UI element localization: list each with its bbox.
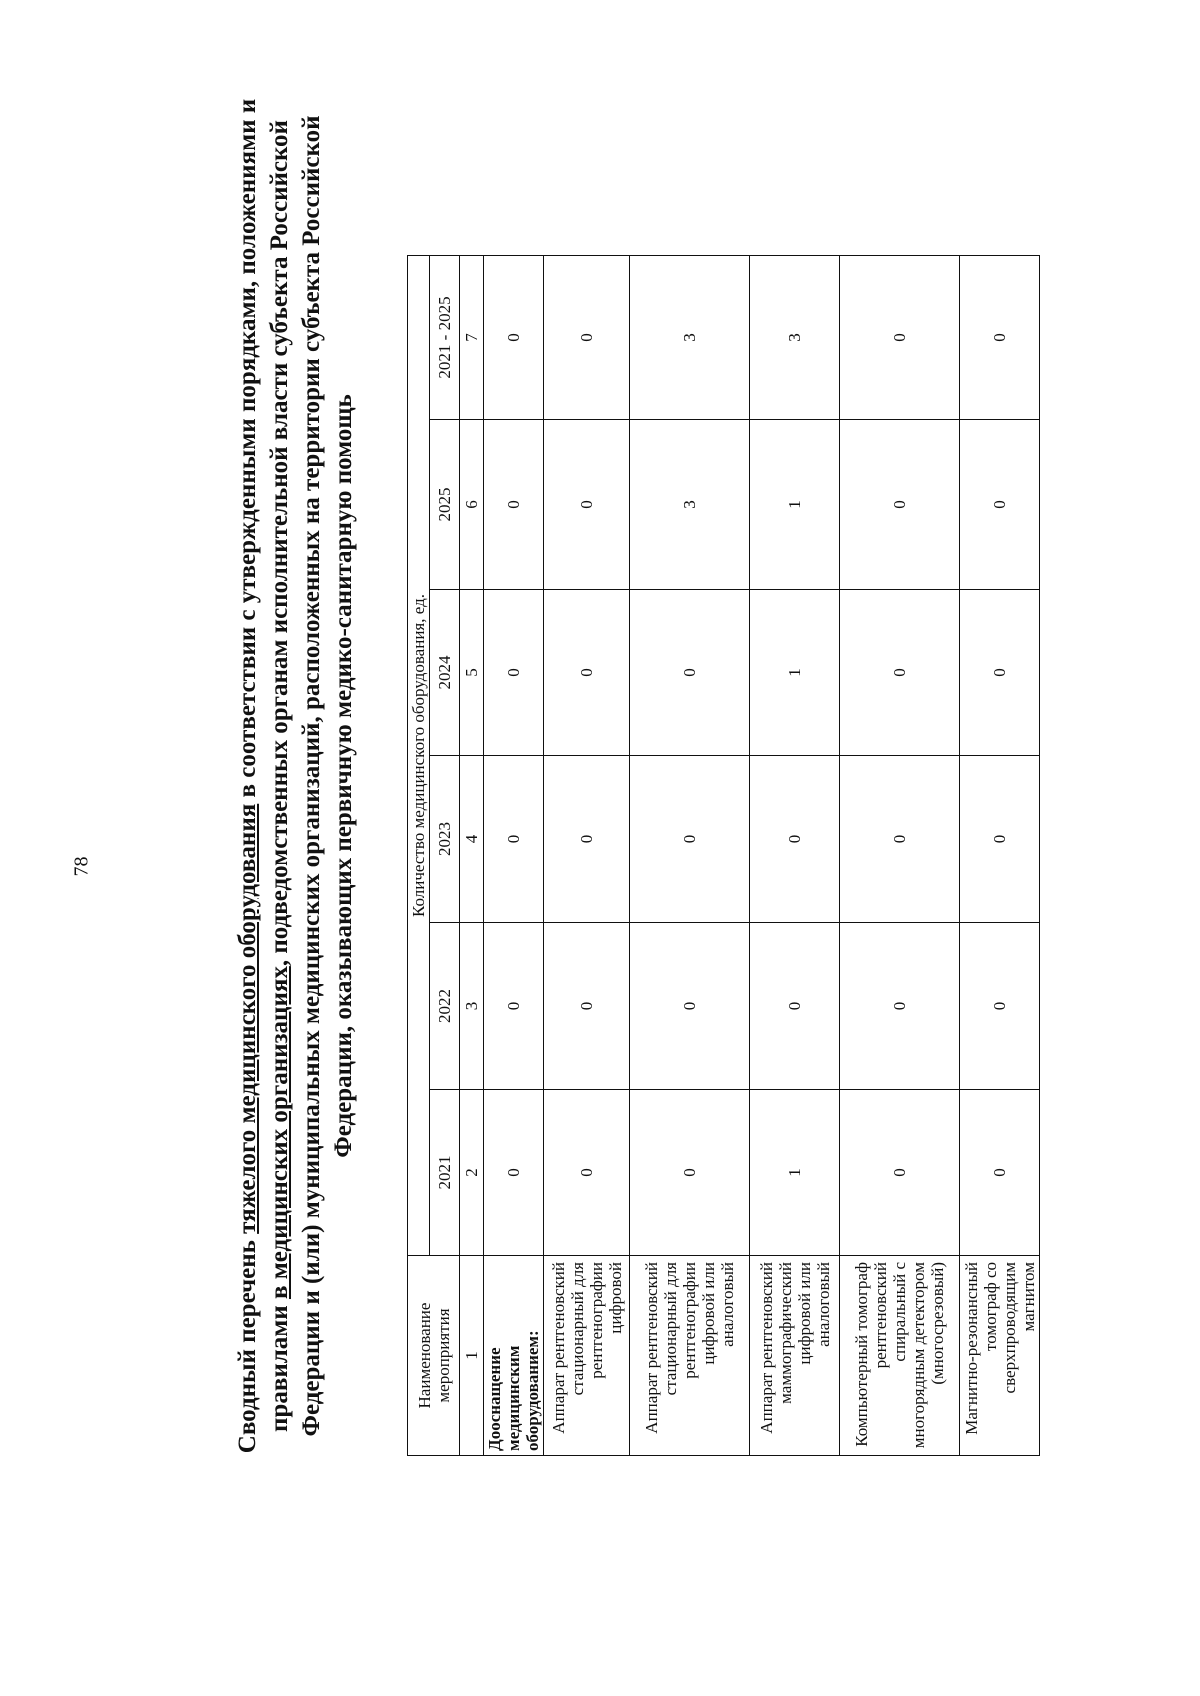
header-quantity-group: Количество медицинского оборудования, ед. <box>408 256 430 1256</box>
row-value: 0 <box>630 923 750 1090</box>
header-name: Наименование мероприятия <box>408 1256 460 1456</box>
equipment-table <box>407 255 1040 1456</box>
row-name: Магнитно-резонансный томограф со сверхпроводящим магнитом <box>960 1256 1040 1456</box>
title-part1: Сводный перечень <box>234 1233 261 1454</box>
row-value: 0 <box>544 756 630 923</box>
page-number: 78 <box>70 856 93 877</box>
row-value: 0 <box>840 256 960 420</box>
row-value: 0 <box>840 923 960 1090</box>
row-value: 1 <box>750 420 840 590</box>
row-value: 0 <box>960 1090 1040 1256</box>
row-value: 3 <box>630 420 750 590</box>
row-value: 0 <box>750 756 840 923</box>
column-number-row <box>460 256 484 1456</box>
row-value: 0 <box>484 923 544 1090</box>
column-number: 5 <box>460 590 484 756</box>
column-number: 3 <box>460 923 484 1090</box>
year-header: 2024 <box>430 590 460 756</box>
row-value: 0 <box>750 923 840 1090</box>
title-part5: , подведомственных органам исполнительной власти субъекта Российской Федерации и (или) муниципальных медицинских организаций, расположенных на территории субъекта Российской Федерации, оказывающих первичную медико-санитарную помощь <box>266 115 357 1437</box>
row-value: 0 <box>544 590 630 756</box>
row-value: 0 <box>960 923 1040 1090</box>
row-value: 0 <box>630 590 750 756</box>
row-value: 3 <box>750 256 840 420</box>
row-value: 1 <box>750 590 840 756</box>
row-value: 1 <box>750 1090 840 1256</box>
title-part2: тяжелого медицинского оборудования <box>234 803 261 1234</box>
year-header: 2022 <box>430 923 460 1090</box>
rotated-page-content <box>232 96 1200 1456</box>
row-value: 0 <box>544 420 630 590</box>
row-value: 0 <box>840 756 960 923</box>
column-number: 1 <box>460 1256 484 1456</box>
row-value: 0 <box>840 1090 960 1256</box>
row-value: 0 <box>960 590 1040 756</box>
row-name: Аппарат рентгеновский стационарный для рентгенографии цифровой <box>544 1256 630 1456</box>
row-name: Аппарат рентгеновский маммографический цифровой или аналоговый <box>750 1256 840 1456</box>
table-row <box>750 256 840 1456</box>
column-number: 6 <box>460 420 484 590</box>
row-value: 0 <box>840 420 960 590</box>
year-header: 2021 - 2025 <box>430 256 460 420</box>
row-value: 0 <box>484 756 544 923</box>
row-value: 0 <box>630 756 750 923</box>
table-row <box>544 256 630 1456</box>
row-value: 0 <box>544 1090 630 1256</box>
table-row <box>484 256 544 1456</box>
year-header: 2025 <box>430 420 460 590</box>
year-header: 2021 <box>430 1090 460 1256</box>
row-value: 0 <box>960 256 1040 420</box>
header-row-group <box>408 256 430 1456</box>
row-value: 0 <box>960 420 1040 590</box>
column-number: 4 <box>460 756 484 923</box>
year-header: 2023 <box>430 756 460 923</box>
row-name: Компьютерный томограф рентгеновский спиральный с многорядным детектором (многосрезовый) <box>840 1256 960 1456</box>
row-value: 0 <box>484 420 544 590</box>
row-value: 3 <box>630 256 750 420</box>
title-part4: в медицинских организациях <box>266 966 293 1300</box>
title-part3: в соответствии с утвержденными порядками, положениями и правилами <box>234 98 293 1432</box>
row-value: 0 <box>960 756 1040 923</box>
row-name: Аппарат рентгеновский стационарный для рентгенографии цифровой или аналоговый <box>630 1256 750 1456</box>
row-value: 0 <box>544 923 630 1090</box>
row-value: 0 <box>484 1090 544 1256</box>
document-title <box>232 96 360 1456</box>
table-row <box>630 256 750 1456</box>
column-number: 7 <box>460 256 484 420</box>
row-name: Дооснащение медицинским оборудованием: <box>484 1256 544 1456</box>
row-value: 0 <box>630 1090 750 1256</box>
table-row <box>840 256 960 1456</box>
column-number: 2 <box>460 1090 484 1256</box>
row-value: 0 <box>484 256 544 420</box>
row-value: 0 <box>484 590 544 756</box>
table-row <box>960 256 1040 1456</box>
row-value: 0 <box>840 590 960 756</box>
row-value: 0 <box>544 256 630 420</box>
